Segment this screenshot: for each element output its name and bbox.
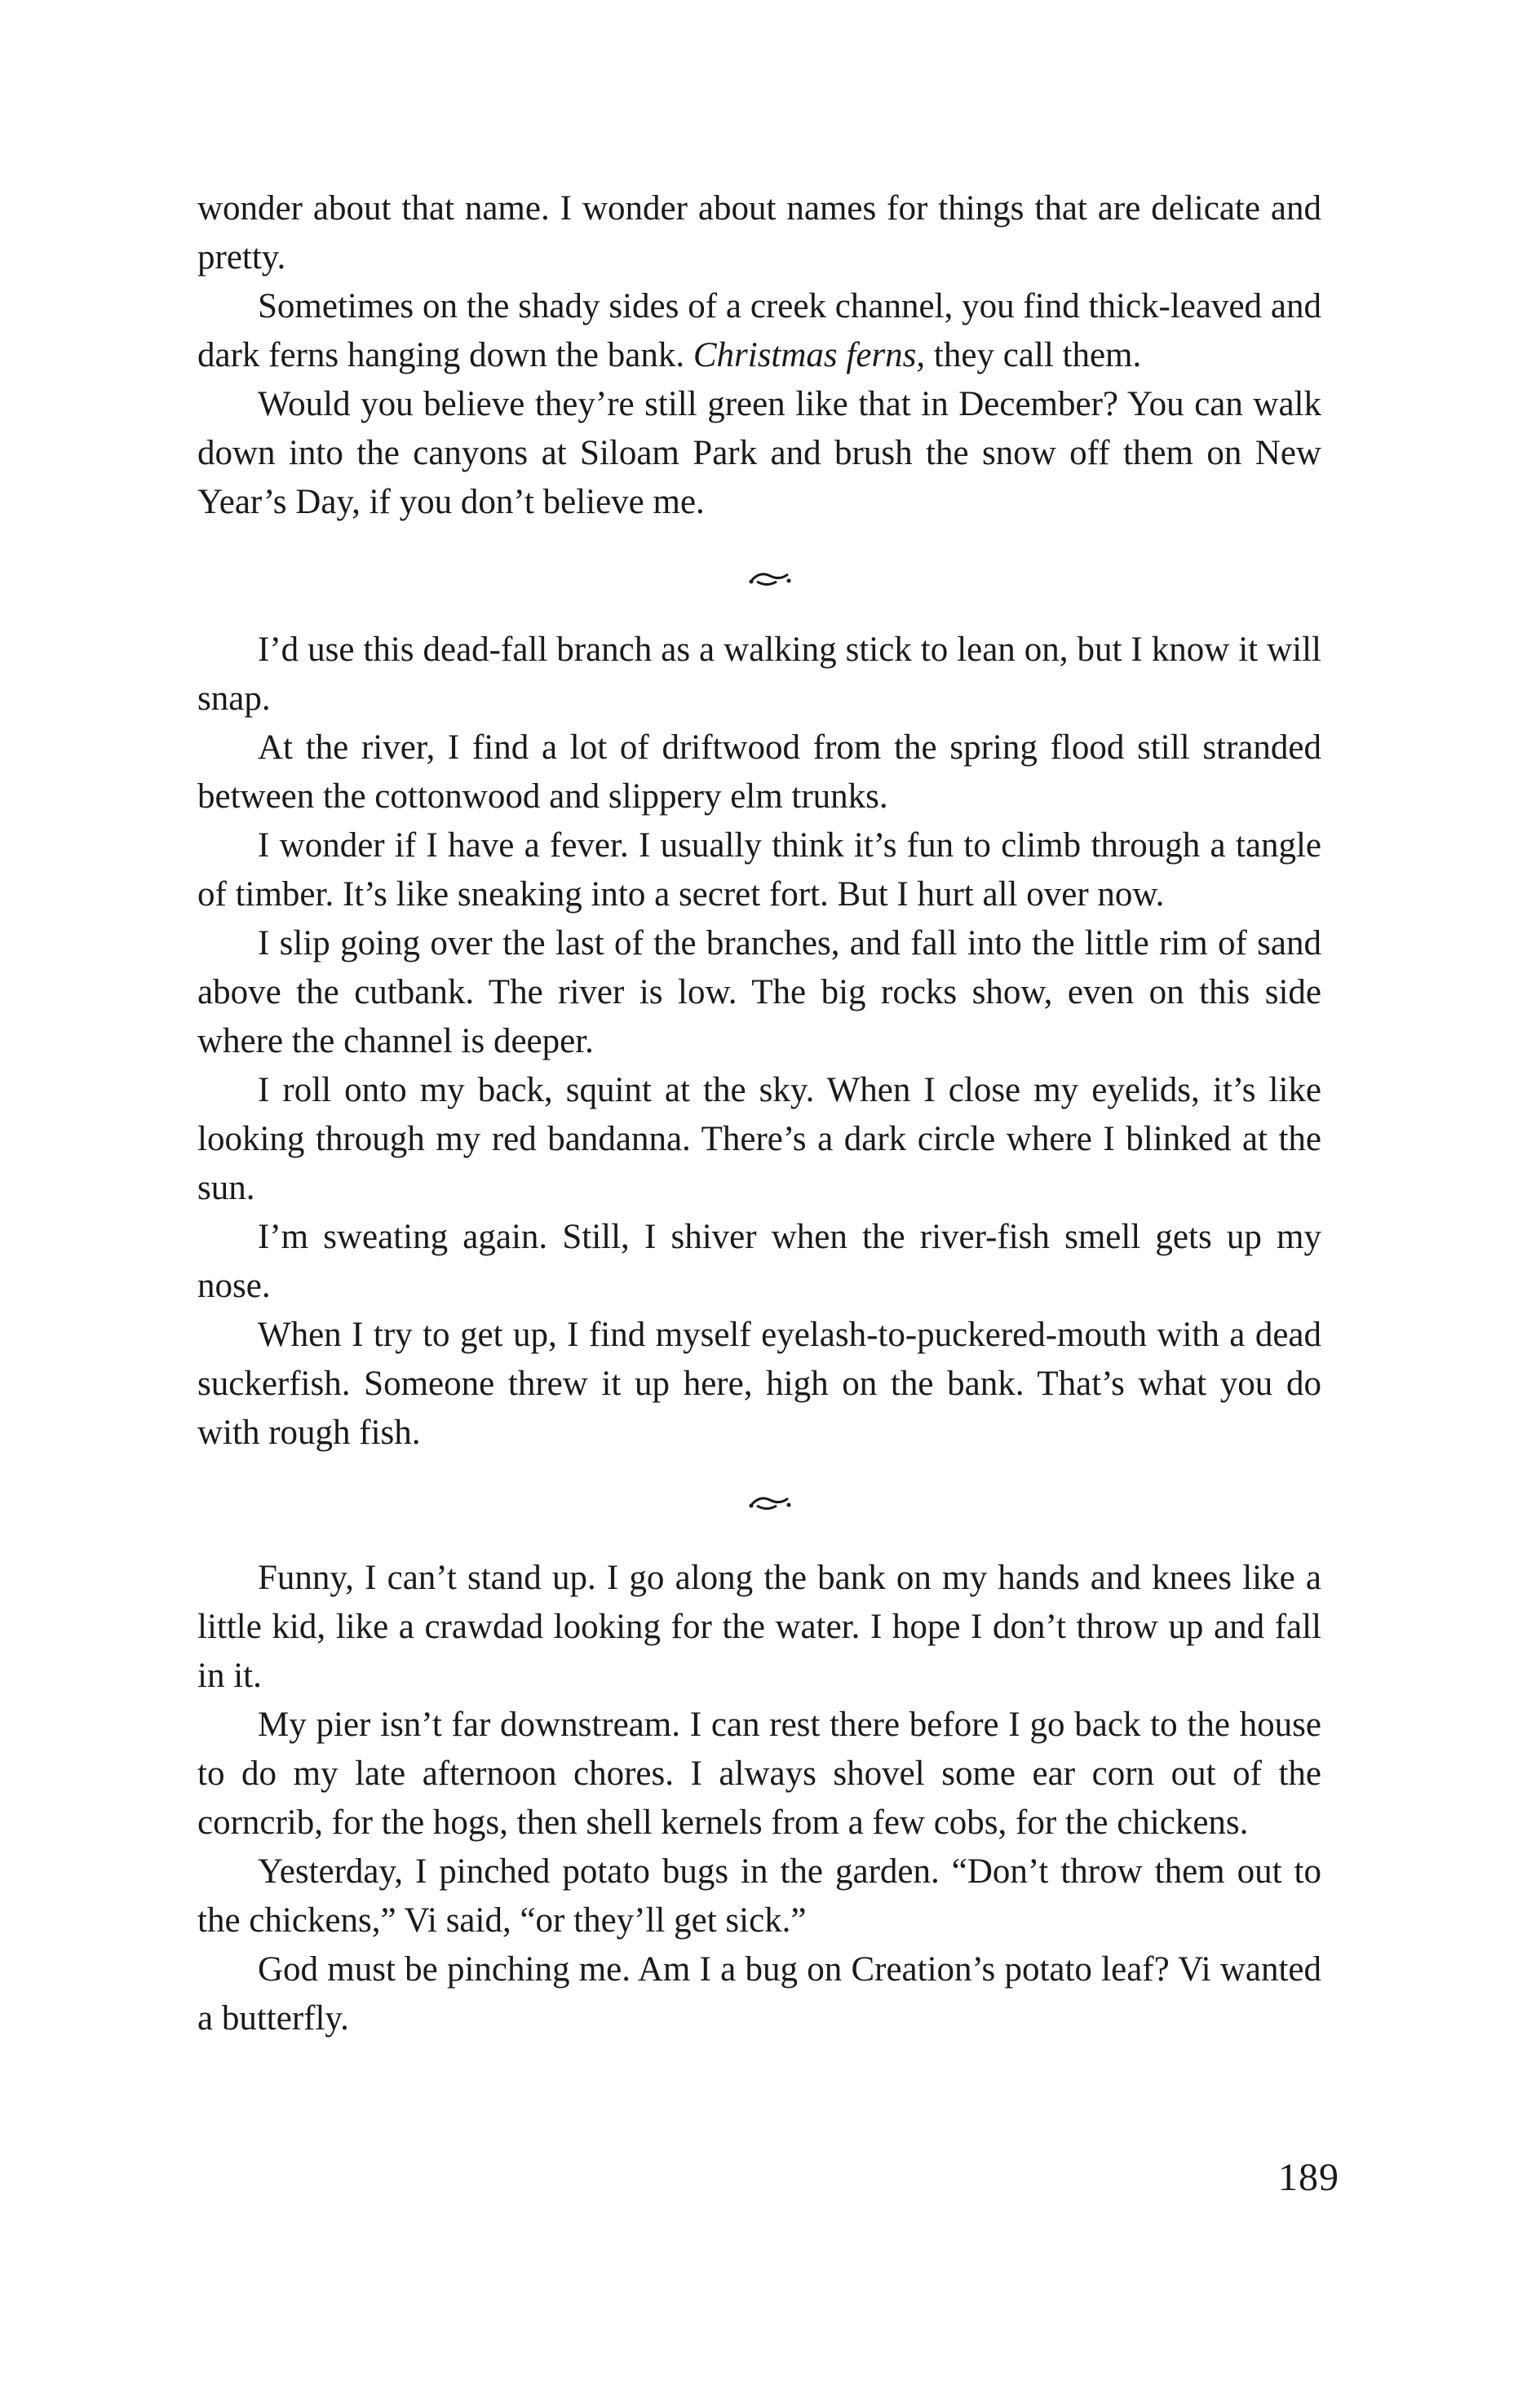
page-number: 189 [1278,2156,1339,2199]
paragraph: I’m sweating again. Still, I shiver when the river-fish smell gets up my nose. [197,1218,1321,1305]
section-3-text [197,1554,1321,2043]
section-2-text [197,626,1321,1458]
paragraph [197,282,1321,380]
fleuron-icon [749,568,791,589]
section-break [0,1492,1540,1517]
paragraph: I wonder if I have a fever. I usually think it’s fun to climb through a tangle of timber. It’s like sneaking into a secret fort. But I hurt all over now. [197,826,1321,914]
paragraph: My pier isn’t far downstream. I can rest there before I go back to the house to do my late afternoon chores. I always shovel some ear corn out of the corncrib, for the hogs, then shell kernels from a few cobs, for the chickens. [197,1706,1321,1842]
paragraph: Funny, I can’t stand up. I go along the bank on my hands and knees like a little kid, like a crawdad looking for the water. I hope I don’t throw up and fall in it. [197,1559,1321,1695]
paragraph-text: , they call them. [916,336,1142,374]
paragraph: Yesterday, I pinched potato bugs in the garden. “Don’t throw them out to the chickens,” Vi said, “or they’ll get sick.” [197,1852,1321,1940]
fleuron-icon [749,1492,791,1513]
section-break [0,568,1540,593]
paragraph: I slip going over the last of the branches, and fall into the little rim of sand above the cutbank. The river is low. The big rocks show, even on this side where the channel is deeper. [197,924,1321,1060]
paragraph: I roll onto my back, squint at the sky. When I close my eyelids, it’s like looking through my red bandanna. There’s a dark circle where I blinked at the sun. [197,1071,1321,1207]
paragraph: I’d use this dead-fall branch as a walking stick to lean on, but I know it will snap. [197,631,1321,718]
paragraph: God must be pinching me. Am I a bug on Creation’s potato leaf? Vi wanted a butterfly. [197,1950,1321,2038]
italic-term: Christmas ferns [693,336,917,374]
section-1-text [197,184,1321,527]
paragraph: Would you believe they’re still green like that in December? You can walk down into the canyons at Siloam Park and brush the snow off them on New Year’s Day, if you don’t believe me. [197,385,1321,521]
paragraph: When I try to get up, I find myself eyelash-to-puckered-mouth with a dead suckerfish. Someone threw it up here, high on the bank. That’s what you do with rough fish. [197,1316,1321,1452]
paragraph-text: Sometimes on the shady sides of a creek channel, you find thick-leaved and dark ferns hanging down the bank. [197,287,1321,374]
paragraph: At the river, I find a lot of driftwood from the spring flood still stranded between the cottonwood and slippery elm trunks. [197,728,1321,816]
paragraph: wonder about that name. I wonder about names for things that are delicate and pretty. [197,189,1321,277]
